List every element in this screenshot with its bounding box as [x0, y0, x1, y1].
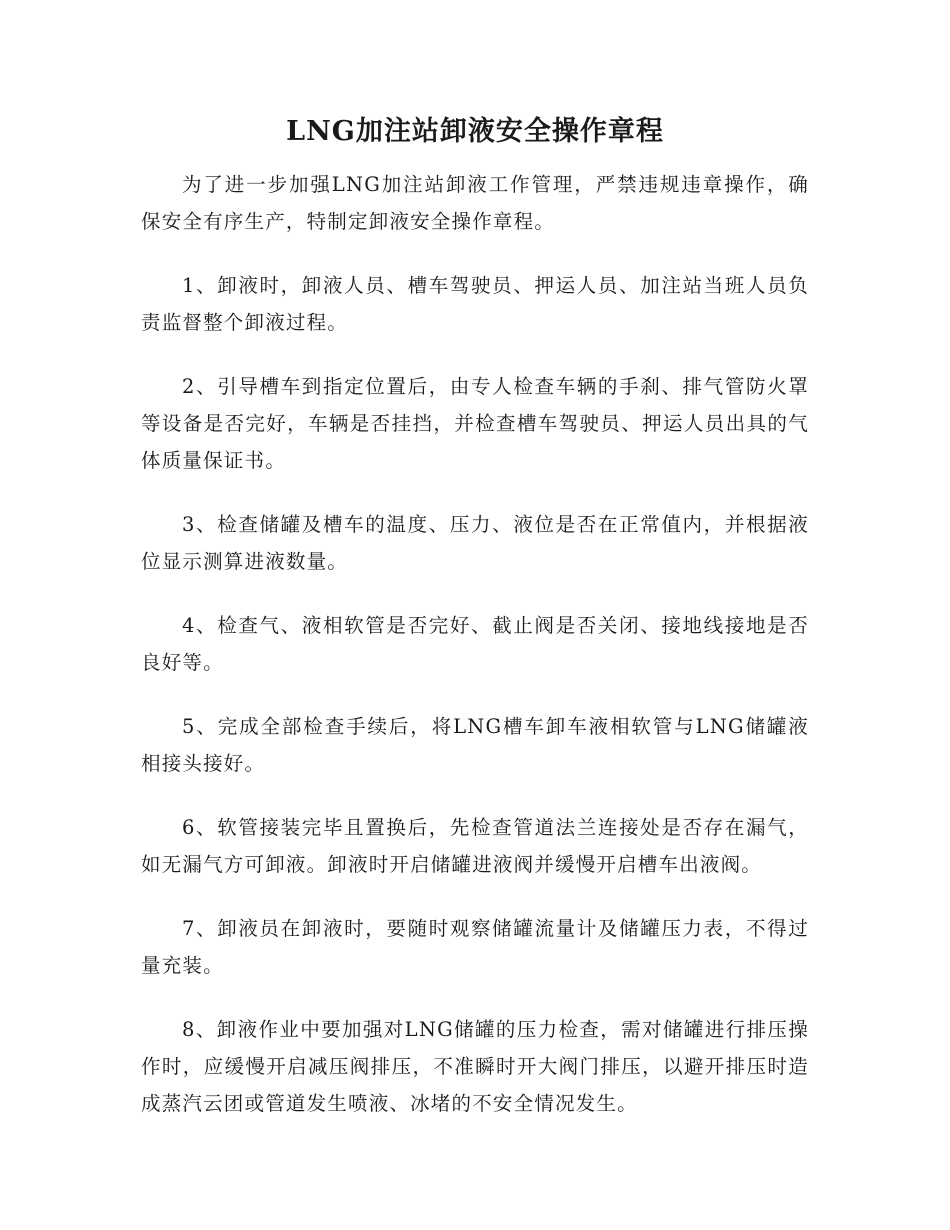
rule-paragraph-3: 3、检查储罐及槽车的温度、压力、液位是否在正常值内，并根据液位显示测算进液数量。: [141, 513, 809, 573]
rule-paragraph-8: 8、卸液作业中要加强对LNG储罐的压力检查，需对储罐进行排压操作时，应缓慢开启减压阀排压，不准瞬时开大阀门排压，以避开排压时造成蒸汽云团或管道发生喷液、冰堵的不安全情况发生。: [141, 1018, 809, 1115]
rule-paragraph-6: 6、软管接装完毕且置换后，先检查管道法兰连接处是否存在漏气，如无漏气方可卸液。卸液时开启储罐进液阀并缓慢开启槽车出液阀。: [141, 816, 809, 876]
rule-paragraph-5: 5、完成全部检查手续后，将LNG槽车卸车液相软管与LNG储罐液相接头接好。: [141, 715, 809, 775]
rule-paragraph-2: 2、引导槽车到指定位置后，由专人检查车辆的手刹、排气管防火罩等设备是否完好，车辆是否挂挡，并检查槽车驾驶员、押运人员出具的气体质量保证书。: [141, 375, 809, 472]
intro-paragraph: 为了进一步加强LNG加注站卸液工作管理，严禁违规违章操作，确保安全有序生产，特制定卸液安全操作章程。: [141, 173, 809, 233]
document-title: LNG加注站卸液安全操作章程: [286, 116, 664, 147]
rule-paragraph-7: 7、卸液员在卸液时，要随时观察储罐流量计及储罐压力表，不得过量充装。: [141, 917, 809, 977]
rule-paragraph-1: 1、卸液时，卸液人员、槽车驾驶员、押运人员、加注站当班人员负责监督整个卸液过程。: [141, 274, 809, 334]
rule-paragraph-4: 4、检查气、液相软管是否完好、截止阀是否关闭、接地线接地是否良好等。: [141, 614, 809, 674]
document-body: [141, 166, 809, 1149]
